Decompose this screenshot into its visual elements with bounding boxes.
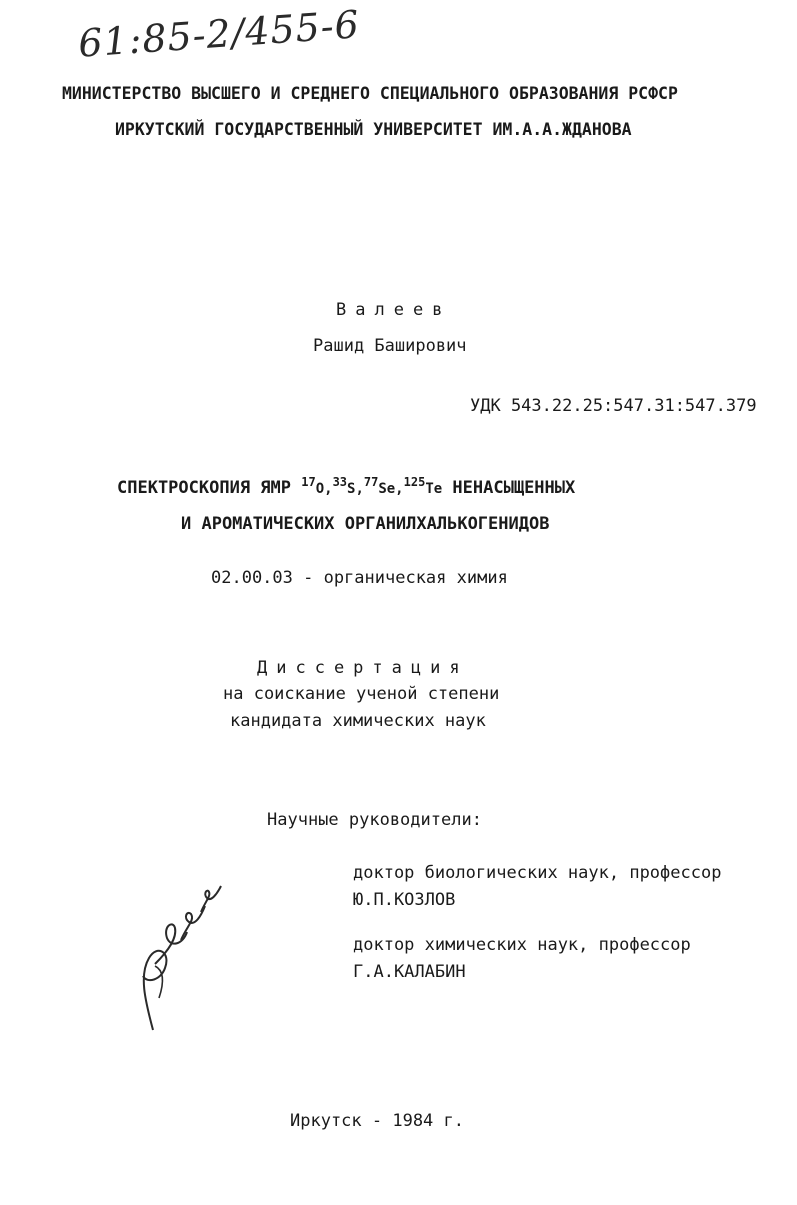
- dissertation-label: Диссертация: [257, 658, 469, 678]
- isotope-33: 33: [332, 475, 348, 489]
- dissertation-title-line-2: И АРОМАТИЧЕСКИХ ОРГАНИЛХАЛЬКОГЕНИДОВ: [181, 514, 550, 534]
- supervisor-2-title: доктор химических наук, профессор: [353, 935, 691, 955]
- element-se: Se,: [378, 481, 404, 497]
- specialty: 02.00.03 - органическая химия: [211, 568, 508, 588]
- supervisor-1-title: доктор биологических наук, профессор: [353, 863, 722, 883]
- university-header: ИРКУТСКИЙ ГОСУДАРСТВЕННЫЙ УНИВЕРСИТЕТ ИМ.А.А.ЖДАНОВА: [115, 120, 632, 139]
- supervisor-1-name: Ю.П.КОЗЛОВ: [353, 890, 456, 910]
- archive-code-handwritten: 61:85-2/455-6: [76, 2, 362, 66]
- udk-code: УДК 543.22.25:547.31:547.379: [470, 396, 757, 416]
- isotope-77: 77: [363, 475, 379, 489]
- isotope-17: 17: [301, 475, 316, 489]
- supervisor-2-name: Г.А.КАЛАБИН: [353, 962, 466, 982]
- title-prefix: СПЕКТРОСКОПИЯ ЯМР: [117, 478, 291, 498]
- author-name: Рашид Баширович: [313, 336, 467, 356]
- supervisors-heading: Научные руководители:: [267, 810, 482, 830]
- degree-line-2: кандидата химических наук: [230, 711, 486, 731]
- element-o: O,: [315, 481, 333, 497]
- degree-line-1: на соискание ученой степени: [223, 684, 500, 704]
- element-te: Te: [425, 481, 443, 497]
- title-suffix: НЕНАСЫЩЕННЫХ: [452, 478, 576, 498]
- author-surname: Валеев: [336, 300, 452, 320]
- place-and-year: Иркутск - 1984 г.: [290, 1111, 464, 1131]
- element-s: S,: [347, 481, 364, 497]
- isotope-125: 125: [403, 475, 426, 489]
- ministry-header: МИНИСТЕРСТВО ВЫСШЕГО И СРЕДНЕГО СПЕЦИАЛЬНОГО ОБРАЗОВАНИЯ РСФСР: [62, 84, 678, 103]
- dissertation-title-line-1: [117, 475, 576, 498]
- author-signature-icon: [125, 880, 235, 1040]
